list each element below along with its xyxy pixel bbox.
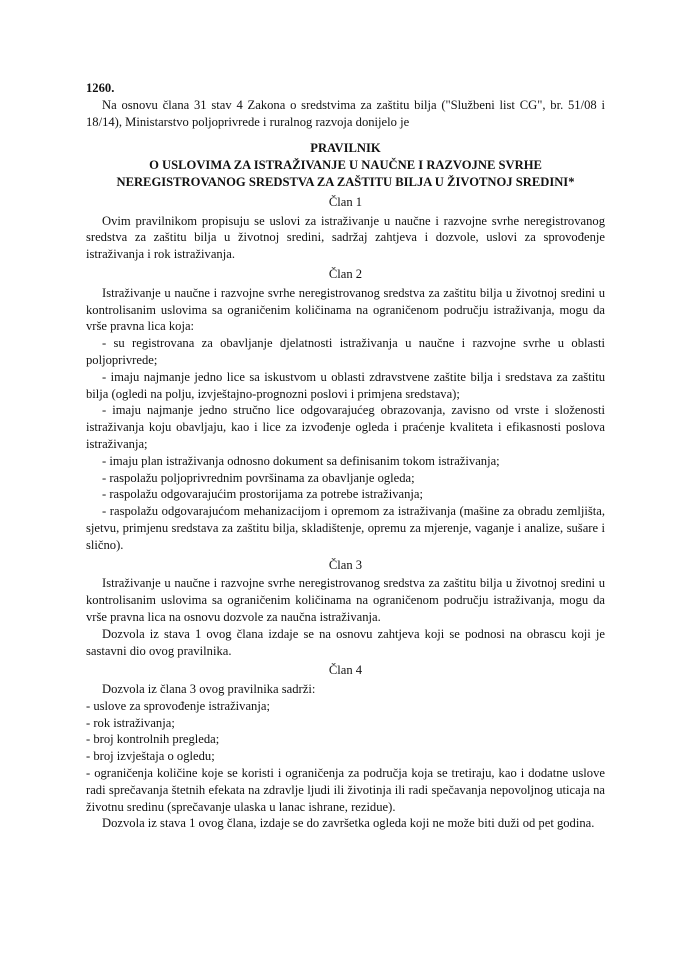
clan4-closing: Dozvola iz stava 1 ovog člana, izdaje se do završetka ogleda koji ne može biti duži od pet godina. bbox=[102, 816, 595, 831]
clan1-heading: Član 1 bbox=[328, 194, 363, 209]
title-line-3: NEREGISTROVANOG SREDSTVA ZA ZAŠTITU BILJA U ŽIVOTNOJ SREDINI* bbox=[116, 174, 575, 189]
clan2-item: - imaju najmanje jedno stručno lice odgovarajućeg obrazovanja, zavisno od vrste i složenosti istraživanja koju obavljaju, kao i lice za izvođenje ogleda i praćenje kvaliteta i efikasnosti poslova istraživanja; bbox=[86, 403, 605, 451]
clan4-item: - ograničenja količine koje se koristi i ograničenja za područja koja se tretiraju, kao i dodatne uslove radi sprečavanja štetnih efekata na zdravlje ljudi ili životinja ili radi spečavanja nepovoljnog uticaja na životnu sredinu (sprečavanje ulaska u lanac ishrane, rezidue). bbox=[86, 766, 605, 814]
title-line-1: PRAVILNIK bbox=[310, 141, 381, 156]
clan4-item: - broj izvještaja o ogledu; bbox=[86, 749, 215, 764]
clan2-item: - raspolažu poljoprivrednim površinama za obavljanje ogleda; bbox=[102, 470, 415, 485]
clan4-intro: Dozvola iz člana 3 ovog pravilnika sadrži: bbox=[102, 682, 316, 697]
gazette-number: 1260. bbox=[86, 81, 115, 95]
title-line-2: O USLOVIMA ZA ISTRAŽIVANJE U NAUČNE I RAZVOJNE SVRHE bbox=[149, 158, 542, 173]
clan2-heading: Član 2 bbox=[328, 266, 363, 281]
clan2-intro: Istraživanje u naučne i razvojne svrhe neregistrovanog sredstva za zaštitu bilja u životnoj sredini u kontrolisanim uslovima sa ograničenim količinama na ograničenom području istraživanja, mogu da vrše pravna lica koja: bbox=[86, 285, 605, 334]
clan2-item: - imaju najmanje jedno lice sa iskustvom u oblasti zdravstvene zaštite bilja i sredstava za zaštitu bilja (ogledi na polju, izvještajno-prognozni poslovi i primjena sredstava); bbox=[86, 369, 605, 401]
clan2-item: - raspolažu odgovarajućom mehanizacijom i opremom za istraživanja (mašine za obradu zemljišta, sjetvu, primjenu sredstava za zaštitu bilja, skladištenje, opremu za mjerenje, vaganje i analize, sušare i slično). bbox=[86, 504, 605, 552]
clan2-item: - su registrovana za obavljanje djelatnosti istraživanja u naučne i razvojne svrhe u oblasti poljoprivrede; bbox=[86, 336, 605, 367]
preamble: Na osnovu člana 31 stav 4 Zakona o sredstvima za zaštitu bilja ("Službeni list CG", br. 51/08 i 18/14), Ministarstvo poljoprivrede i ruralnog razvoja donijelo je bbox=[86, 97, 605, 129]
clan2-item: - imaju plan istraživanja odnosno dokument sa definisanim tokom istraživanja; bbox=[102, 453, 500, 468]
clan4-item: - rok istraživanja; bbox=[86, 715, 175, 730]
clan3-paragraph-1: Istraživanje u naučne i razvojne svrhe neregistrovanog sredstva za zaštitu bilja u životnoj sredini u kontrolisanim uslovima sa ograničenim količinama na ograničenom području istraživanja, mogu da vrše pravna lica na osnovu dozvole za naučna istraživanja. bbox=[86, 576, 605, 624]
clan3-heading: Član 3 bbox=[328, 557, 363, 572]
clan4-item: - broj kontrolnih pregleda; bbox=[86, 732, 220, 747]
clan3-paragraph-2: Dozvola iz stava 1 ovog člana izdaje se na osnovu zahtjeva koji se podnosi na obrascu koji je sastavni dio ovog pravilnika. bbox=[86, 626, 605, 658]
clan1-text: Ovim pravilnikom propisuju se uslovi za istraživanje u naučne i razvojne svrhe neregistrovanog sredstva za zaštitu bilja u životnoj sredini, sadržaj zahtjeva i dozvole, uslovi za sprovođenje istraživanja i rok istraživanja. bbox=[86, 213, 605, 262]
document-title bbox=[86, 140, 605, 190]
clan4-item: - uslove za sprovođenje istraživanja; bbox=[86, 698, 270, 713]
clan4-heading: Član 4 bbox=[328, 663, 363, 678]
clan2-item: - raspolažu odgovarajućim prostorijama za potrebe istraživanja; bbox=[102, 487, 424, 502]
